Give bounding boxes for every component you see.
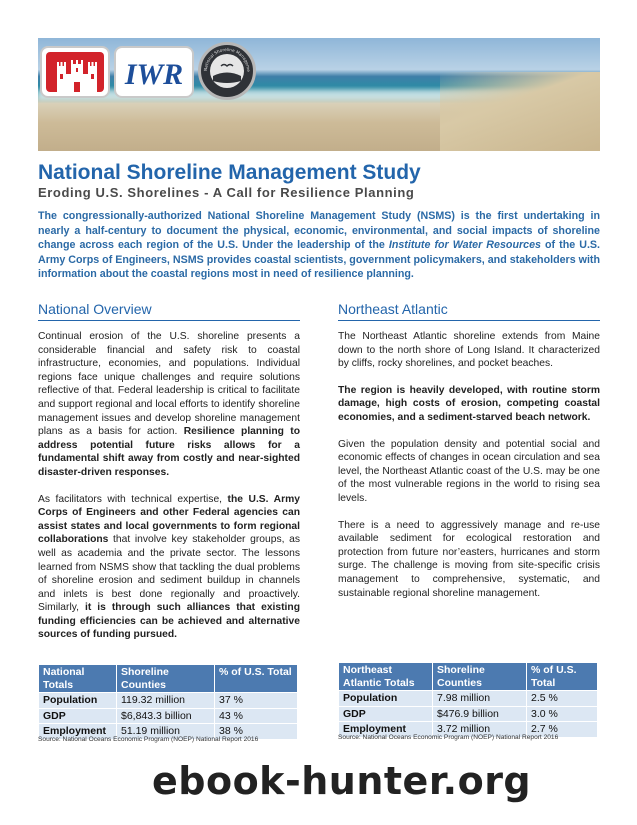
table-cell: Employment xyxy=(39,724,117,740)
intro-paragraph: The congressionally-authorized National Shoreline Management Study (NSMS) is the first undertaking in nearly a half-century to document the physical, economic, environmental, and social impacts of shoreline change across each region of the U.S. Under the leadership of the Institute for Water Resources of the U.S. Army Corps of Engineers, NSMS provides coastal scientists, government policymakers, and stakeholders with information about the coastal regions most in need of resilience planning. xyxy=(38,210,601,281)
table-row xyxy=(39,708,298,724)
table-header-row xyxy=(339,663,598,691)
table-cell: 3.0 % xyxy=(527,706,598,722)
national-overview-section xyxy=(38,301,300,655)
table-cell: $476.9 billion xyxy=(433,706,527,722)
table-row xyxy=(39,693,298,709)
table-cell: 7.98 million xyxy=(433,691,527,707)
national-overview-paragraph-2: As facilitators with technical expertise, the U.S. Army Corps of Engineers and other Federal agencies can assist states and local governments to form regional collaborations that involve key stakeholder groups, as well as academia and the private sector. The lessons learned from NSMS show that tackling the dual problems of shoreline erosion and sediment buildup in channels and inlets is best done regionally and proactively. Similarly, it is through such alliances that existing funding efficiencies can be achieved and alternative sources of funding pursued. xyxy=(38,493,300,641)
national-overview-heading: National Overview xyxy=(38,301,300,321)
table-header-cell: Shoreline Counties xyxy=(433,663,527,691)
page-title: National Shoreline Management Study xyxy=(38,161,421,184)
table-row xyxy=(339,706,598,722)
iwr-logo: IWR xyxy=(114,46,194,98)
table-cell: 37 % xyxy=(215,693,298,709)
usace-castle-logo xyxy=(40,46,110,98)
northeast-paragraph-2: The region is heavily developed, with routine storm damage, high costs of erosion, competing coastal economies, and a sediment-starved beach network. xyxy=(338,384,600,423)
banner-dunes xyxy=(440,72,600,151)
table-cell: 38 % xyxy=(215,724,298,740)
national-overview-paragraph-1: Continual erosion of the U.S. shoreline presents a considerable financial and safety risk to coastal infrastructure, economies, and populations. Individual regions face unique challenges and require solutions reflective of that. Federal leadership is critical to facilitate and support regional and local efforts to identify shoreline management issues and develop shoreline management plans as a basis for action. Resilience planning to address potential future risks allows for a fundamental shift away from costly and near-sighted disaster-driven responses. xyxy=(38,331,300,478)
table-header-row xyxy=(39,665,298,693)
table-cell: 43 % xyxy=(215,708,298,724)
northeast-paragraph-3: Given the population density and potential social and economic effects of changes in ocean circulation and sea level, the Northeast Atlantic coast of the U.S. may be one of the most vulnerable regions in the world to rising sea levels. xyxy=(338,438,600,504)
northeast-totals-table xyxy=(338,662,598,738)
seal-ring-icon xyxy=(201,45,253,97)
table-cell: $6,843.3 billion xyxy=(117,708,215,724)
table-cell: Population xyxy=(39,693,117,709)
table-cell: 51.19 million xyxy=(117,724,215,740)
table-cell: Employment xyxy=(339,722,433,738)
national-table-source: Source: National Oceans Economic Program (NOEP) National Report 2016 xyxy=(38,736,259,743)
table-cell: 119.32 million xyxy=(117,693,215,709)
table-cell: GDP xyxy=(39,708,117,724)
northeast-atlantic-section xyxy=(338,301,600,613)
seal-text: National Shoreline Manageme xyxy=(202,46,252,72)
table-cell: GDP xyxy=(339,706,433,722)
table-cell: 2.5 % xyxy=(527,691,598,707)
nsms-seal-logo xyxy=(198,42,256,100)
table-row xyxy=(339,691,598,707)
castle-icon xyxy=(56,60,98,92)
northeast-table-source: Source: National Oceans Economic Program (NOEP) National Report 2016 xyxy=(338,734,559,741)
table-cell: 3.72 million xyxy=(433,722,527,738)
page-subtitle: Eroding U.S. Shorelines - A Call for Resilience Planning xyxy=(38,185,415,200)
national-totals-table xyxy=(38,664,298,740)
table-cell: Population xyxy=(339,691,433,707)
northeast-paragraph-4: There is a need to aggressively manage and re-use available sediment for ecological restoration and protection from future nor’easters, hurricanes and storm surge. The challenge is moving from site-specific crisis management to comprehensive, systematic, and sustainable regional shoreline management. xyxy=(338,519,600,599)
table-header-cell: % of U.S. Total xyxy=(527,663,598,691)
northeast-atlantic-heading: Northeast Atlantic xyxy=(338,301,600,321)
table-cell: 2.7 % xyxy=(527,722,598,738)
table-header-cell: Northeast Atlantic Totals xyxy=(339,663,433,691)
table-header-cell: Shoreline Counties xyxy=(117,665,215,693)
watermark-text: ebook-hunter.org xyxy=(152,759,532,803)
table-header-cell: National Totals xyxy=(39,665,117,693)
table-header-cell: % of U.S. Total xyxy=(215,665,298,693)
northeast-paragraph-1: The Northeast Atlantic shoreline extends from Maine down to the north shore of Long Island. It characterized by cliffs, rocky shorelines, and pocket beaches. xyxy=(338,331,600,370)
